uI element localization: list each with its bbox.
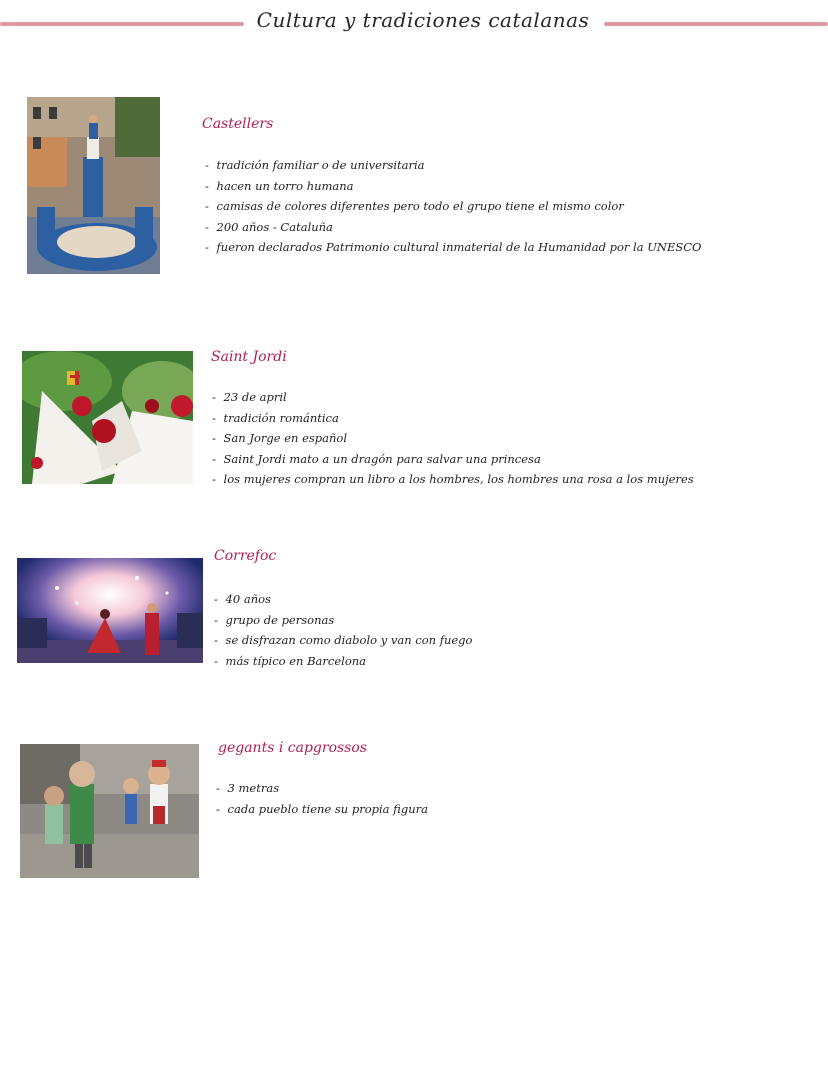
fire-run-photo [17, 558, 203, 663]
list-item: - hacen un torro humana [205, 176, 702, 197]
list-item: - 23 de april [212, 387, 694, 408]
list-item: - 3 metras [216, 778, 428, 799]
bullet-list [216, 778, 428, 819]
bullet-list [212, 387, 694, 490]
title-rule-left [0, 22, 244, 26]
list-item: - los mujeres compran un libro a los hombres, los hombres una rosa a los mujeres [212, 469, 694, 490]
list-item: - grupo de personas [214, 610, 472, 631]
list-item: - Saint Jordi mato a un dragón para salvar una princesa [212, 449, 694, 470]
list-item: - se disfrazan como diabolo y van con fuego [214, 630, 472, 651]
page-title: Cultura y tradiciones catalanas [256, 8, 590, 32]
section-heading: Saint Jordi [211, 349, 287, 365]
section-heading: Castellers [202, 116, 274, 132]
giants-parade-photo [20, 744, 199, 878]
bullet-list [214, 589, 472, 671]
list-item: - tradición romántica [212, 408, 694, 429]
list-item: - tradición familiar o de universitaria [205, 155, 702, 176]
bullet-list [205, 155, 702, 258]
list-item: - fueron declarados Patrimonio cultural inmaterial de la Humanidad por la UNESCO [205, 237, 702, 258]
roses-bouquet-photo [22, 351, 193, 484]
title-rule-right [604, 22, 828, 26]
title-bar [0, 8, 828, 38]
list-item: - camisas de colores diferentes pero todo el grupo tiene el mismo color [205, 196, 702, 217]
section-heading: gegants i capgrossos [218, 740, 367, 756]
human-tower-photo [27, 97, 160, 274]
list-item: - 200 años - Cataluña [205, 217, 702, 238]
list-item: - cada pueblo tiene su propia figura [216, 799, 428, 820]
list-item: - más típico en Barcelona [214, 651, 472, 672]
section-heading: Correfoc [214, 548, 277, 564]
list-item: - San Jorge en español [212, 428, 694, 449]
list-item: - 40 años [214, 589, 472, 610]
